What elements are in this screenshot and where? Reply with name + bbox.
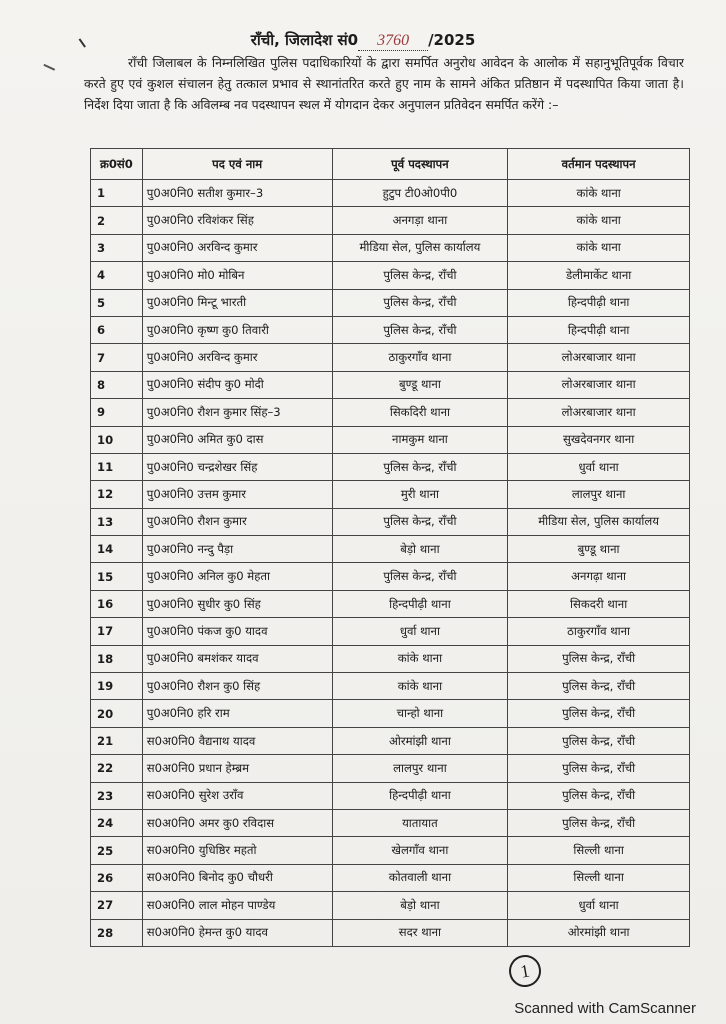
cell-serial: 15 [91,563,143,590]
cell-previous-posting: सदर थाना [332,919,508,946]
cell-current-posting: सुखदेवनगर थाना [508,426,690,453]
cell-previous-posting: पुलिस केन्द्र, राँची [332,508,508,535]
cell-current-posting: सिल्ली थाना [508,837,690,864]
cell-current-posting: बुण्डू थाना [508,536,690,563]
cell-current-posting: लोअरबाजार थाना [508,371,690,398]
cell-previous-posting: पुलिस केन्द्र, राँची [332,289,508,316]
cell-serial: 27 [91,892,143,919]
cell-name: पु0अ0नि0 रविशंकर सिंह [142,207,332,234]
cell-previous-posting: हिन्दपीढ़ी थाना [332,590,508,617]
cell-serial: 14 [91,536,143,563]
cell-name: पु0अ0नि0 अरविन्द कुमार [142,344,332,371]
table-row [91,262,690,289]
table-row [91,809,690,836]
cell-name: स0अ0नि0 बिनोद कु0 चौधरी [142,864,332,891]
cell-previous-posting: पुलिस केन्द्र, राँची [332,316,508,343]
table-row [91,453,690,480]
cell-previous-posting: बुण्डू थाना [332,371,508,398]
cell-current-posting: हिन्दपीढ़ी थाना [508,289,690,316]
table-row [91,289,690,316]
cell-name: पु0अ0नि0 उत्तम कुमार [142,481,332,508]
cell-serial: 5 [91,289,143,316]
cell-previous-posting: लालपुर थाना [332,755,508,782]
cell-previous-posting: ठाकुरगाँव थाना [332,344,508,371]
table-row [91,892,690,919]
cell-current-posting: डेलीमार्केट थाना [508,262,690,289]
cell-serial: 16 [91,590,143,617]
cell-serial: 19 [91,673,143,700]
table-row [91,673,690,700]
cell-previous-posting: बेड़ो थाना [332,536,508,563]
cell-current-posting: पुलिस केन्द्र, राँची [508,673,690,700]
cell-serial: 24 [91,809,143,836]
cell-previous-posting: पुलिस केन्द्र, राँची [332,563,508,590]
order-year: /2025 [428,31,476,49]
table-row [91,316,690,343]
cell-current-posting: पुलिस केन्द्र, राँची [508,727,690,754]
cell-current-posting: सिल्ली थाना [508,864,690,891]
cell-name: पु0अ0नि0 हरि राम [142,700,332,727]
cell-name: पु0अ0नि0 कृष्ण कु0 तिवारी [142,316,332,343]
cell-previous-posting: हुटुप टी0ओ0पी0 [332,180,508,207]
table-row [91,371,690,398]
table-row [91,782,690,809]
table-row [91,426,690,453]
cell-name: पु0अ0नि0 रौशन कु0 सिंह [142,673,332,700]
cell-previous-posting: बेड़ो थाना [332,892,508,919]
cell-name: स0अ0नि0 युधिष्ठिर महतो [142,837,332,864]
cell-current-posting: पुलिस केन्द्र, राँची [508,700,690,727]
cell-name: पु0अ0नि0 सुधीर कु0 सिंह [142,590,332,617]
cell-serial: 12 [91,481,143,508]
page-number: 1 [506,952,543,989]
order-number: 3760 [358,32,428,51]
table-row [91,864,690,891]
table-row [91,399,690,426]
cell-current-posting: लालपुर थाना [508,481,690,508]
cell-current-posting: कांके थाना [508,234,690,261]
header-serial: क्र0सं0 [91,149,143,180]
table-row [91,700,690,727]
cell-serial: 22 [91,755,143,782]
cell-previous-posting: यातायात [332,809,508,836]
cell-previous-posting: ओरमांझी थाना [332,727,508,754]
cell-current-posting: धुर्वा थाना [508,892,690,919]
cell-name: पु0अ0नि0 नन्दु पैड़ा [142,536,332,563]
cell-current-posting: अनगढ़ा थाना [508,563,690,590]
cell-current-posting: ठाकुरगाँव थाना [508,618,690,645]
cell-previous-posting: कांके थाना [332,645,508,672]
cell-previous-posting: चान्हो थाना [332,700,508,727]
cell-current-posting: पुलिस केन्द्र, राँची [508,809,690,836]
cell-serial: 4 [91,262,143,289]
cell-previous-posting: खेलगाँव थाना [332,837,508,864]
table-row [91,234,690,261]
table-row [91,180,690,207]
cell-previous-posting: कोतवाली थाना [332,864,508,891]
cell-name: पु0अ0नि0 अनिल कु0 मेहता [142,563,332,590]
table-row [91,645,690,672]
cell-serial: 11 [91,453,143,480]
cell-name: पु0अ0नि0 पंकज कु0 यादव [142,618,332,645]
cell-current-posting: पुलिस केन्द्र, राँची [508,755,690,782]
cell-name: पु0अ0नि0 बमशंकर यादव [142,645,332,672]
cell-serial: 1 [91,180,143,207]
cell-name: पु0अ0नि0 मो0 मोबिन [142,262,332,289]
cell-serial: 28 [91,919,143,946]
cell-previous-posting: पुलिस केन्द्र, राँची [332,262,508,289]
order-intro-paragraph: राँची जिलाबल के निम्नलिखित पुलिस पदाधिकारियों के द्वारा समर्पित अनुरोध आवेदन के आलोक में सहानुभूतिपूर्वक विचार करते हुए एवं कुशल संचालन हेतु तत्काल प्रभाव से स्थानांतरित करते हुए नाम के सामने अंकित प्रतिष्ठान में पदस्थापित किया जाता है। निर्देश दिया जाता है कि अविलम्ब नव पदस्थापन स्थल में योगदान देकर अनुपालन प्रतिवेदन समर्पित करेंगे :– [84,55,684,112]
cell-name: स0अ0नि0 लाल मोहन पाण्डेय [142,892,332,919]
header-previous-posting: पूर्व पदस्थापन [332,149,508,180]
cell-current-posting: ओरमांझी थाना [508,919,690,946]
table-row [91,618,690,645]
cell-serial: 18 [91,645,143,672]
cell-name: पु0अ0नि0 अरविन्द कुमार [142,234,332,261]
order-header [0,30,726,51]
cell-name: पु0अ0नि0 चन्द्रशेखर सिंह [142,453,332,480]
cell-previous-posting: पुलिस केन्द्र, राँची [332,453,508,480]
cell-current-posting: लोअरबाजार थाना [508,399,690,426]
cell-serial: 2 [91,207,143,234]
staple-mark-2 [41,64,55,76]
cell-previous-posting: धुर्वा थाना [332,618,508,645]
table-header-row [91,149,690,180]
header-current-posting: वर्तमान पदस्थापन [508,149,690,180]
cell-serial: 23 [91,782,143,809]
cell-serial: 13 [91,508,143,535]
table-row [91,590,690,617]
header-name: पद एवं नाम [142,149,332,180]
cell-name: पु0अ0नि0 मिन्टू भारती [142,289,332,316]
cell-serial: 26 [91,864,143,891]
cell-previous-posting: कांके थाना [332,673,508,700]
cell-current-posting: धुर्वा थाना [508,453,690,480]
cell-serial: 9 [91,399,143,426]
table-body [91,180,690,947]
scanner-watermark: Scanned with CamScanner [514,1000,696,1017]
cell-name: स0अ0नि0 अमर कु0 रविदास [142,809,332,836]
table-row [91,207,690,234]
cell-current-posting: कांके थाना [508,180,690,207]
cell-serial: 25 [91,837,143,864]
cell-name: पु0अ0नि0 रौशन कुमार सिंह–3 [142,399,332,426]
cell-name: पु0अ0नि0 संदीप कु0 मोदी [142,371,332,398]
cell-previous-posting: मुरी थाना [332,481,508,508]
cell-previous-posting: सिकदिरी थाना [332,399,508,426]
cell-serial: 7 [91,344,143,371]
order-header-prefix: राँची, जिलादेश सं0 [250,31,359,49]
cell-previous-posting: अनगड़ा थाना [332,207,508,234]
table-row [91,344,690,371]
cell-current-posting: कांके थाना [508,207,690,234]
table-row [91,727,690,754]
cell-current-posting: मीडिया सेल, पुलिस कार्यालय [508,508,690,535]
cell-serial: 6 [91,316,143,343]
cell-previous-posting: मीडिया सेल, पुलिस कार्यालय [332,234,508,261]
cell-name: स0अ0नि0 वैद्यनाथ यादव [142,727,332,754]
table-row [91,837,690,864]
cell-name: स0अ0नि0 सुरेश उराँव [142,782,332,809]
cell-previous-posting: हिन्दपीढ़ी थाना [332,782,508,809]
table-row [91,481,690,508]
cell-serial: 8 [91,371,143,398]
cell-serial: 17 [91,618,143,645]
cell-serial: 3 [91,234,143,261]
cell-name: पु0अ0नि0 रौशन कुमार [142,508,332,535]
table-row [91,508,690,535]
table-row [91,536,690,563]
cell-current-posting: लोअरबाजार थाना [508,344,690,371]
transfer-table [90,148,690,947]
cell-serial: 21 [91,727,143,754]
cell-name: स0अ0नि0 प्रधान हेम्ब्रम [142,755,332,782]
cell-current-posting: पुलिस केन्द्र, राँची [508,645,690,672]
cell-current-posting: सिकदरी थाना [508,590,690,617]
cell-name: पु0अ0नि0 सतीश कुमार–3 [142,180,332,207]
table-row [91,755,690,782]
table-row [91,919,690,946]
cell-serial: 10 [91,426,143,453]
cell-current-posting: हिन्दपीढ़ी थाना [508,316,690,343]
cell-name: स0अ0नि0 हेमन्त कु0 यादव [142,919,332,946]
table-row [91,563,690,590]
cell-current-posting: पुलिस केन्द्र, राँची [508,782,690,809]
cell-serial: 20 [91,700,143,727]
cell-previous-posting: नामकुम थाना [332,426,508,453]
cell-name: पु0अ0नि0 अमित कु0 दास [142,426,332,453]
